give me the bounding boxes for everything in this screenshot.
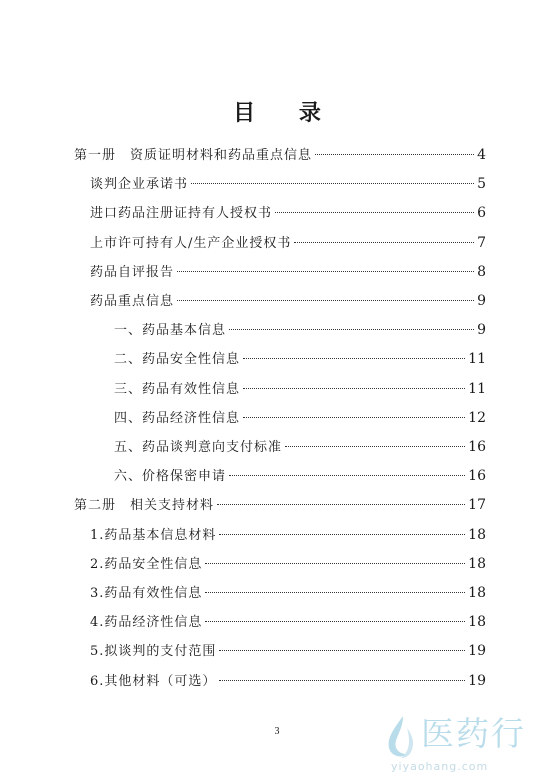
toc-entry-label: 谈判企业承诺书 bbox=[90, 177, 189, 192]
toc-entry[interactable] bbox=[90, 233, 486, 253]
toc-entry[interactable] bbox=[114, 379, 486, 399]
toc-entry-page: 19 bbox=[468, 643, 486, 659]
toc-entry-page: 16 bbox=[468, 439, 486, 455]
toc-entry[interactable] bbox=[114, 349, 486, 369]
toc-entry-page: 12 bbox=[468, 410, 486, 426]
page-title: 目 录 bbox=[233, 101, 339, 126]
toc-leader-dots bbox=[205, 563, 465, 564]
toc-entry-label: 5.拟谈判的支付范围 bbox=[90, 644, 217, 659]
toc-entry-label: 二、药品安全性信息 bbox=[114, 352, 241, 367]
toc-entry-label: 三、药品有效性信息 bbox=[114, 382, 241, 397]
toc-entry-page: 11 bbox=[468, 351, 486, 367]
toc-entry[interactable] bbox=[90, 525, 486, 545]
toc-entry-label: 进口药品注册证持有人授权书 bbox=[90, 206, 273, 221]
toc-entry[interactable] bbox=[90, 291, 486, 311]
toc-entry-page: 9 bbox=[477, 322, 486, 338]
toc-leader-dots bbox=[219, 680, 465, 681]
toc-leader-dots bbox=[205, 621, 465, 622]
toc-leader-dots bbox=[205, 592, 465, 593]
toc-entry-page: 5 bbox=[477, 176, 486, 192]
toc-leader-dots bbox=[243, 358, 465, 359]
toc-entry-page: 18 bbox=[468, 614, 486, 630]
toc-entry-label: 四、药品经济性信息 bbox=[114, 411, 241, 426]
toc-entry-label: 药品自评报告 bbox=[90, 265, 175, 280]
toc-entry-page: 7 bbox=[477, 235, 486, 251]
toc-leader-dots bbox=[315, 154, 474, 155]
toc-leader-dots bbox=[243, 388, 465, 389]
watermark-text: 医药行 bbox=[421, 714, 526, 753]
toc-entry-page: 18 bbox=[468, 556, 486, 572]
toc-entry[interactable] bbox=[90, 671, 486, 691]
toc-leader-dots bbox=[177, 271, 474, 272]
toc-entry-page: 11 bbox=[468, 381, 486, 397]
toc-entry-label: 第二册 相关支持材料 bbox=[74, 498, 215, 513]
toc-entry-page: 4 bbox=[477, 147, 486, 163]
toc-leader-dots bbox=[219, 650, 465, 651]
toc-leader-dots bbox=[177, 300, 474, 301]
toc-leader-dots bbox=[229, 475, 465, 476]
toc-leader-dots bbox=[229, 329, 474, 330]
toc-entry[interactable] bbox=[114, 437, 486, 457]
toc-entry-page: 19 bbox=[468, 673, 486, 689]
toc-entry[interactable] bbox=[74, 145, 486, 165]
toc-entry-page: 9 bbox=[477, 293, 486, 309]
toc-entry-label: 4.药品经济性信息 bbox=[90, 615, 203, 630]
toc-entry-label: 1.药品基本信息材料 bbox=[90, 528, 217, 543]
toc-entry-label: 2.药品安全性信息 bbox=[90, 557, 203, 572]
toc-leader-dots bbox=[294, 242, 474, 243]
toc-leader-dots bbox=[219, 534, 465, 535]
toc-entry[interactable] bbox=[114, 320, 486, 340]
toc-entry-page: 18 bbox=[468, 527, 486, 543]
toc-entry[interactable] bbox=[90, 203, 486, 223]
toc-entry-page: 8 bbox=[477, 264, 486, 280]
toc-leader-dots bbox=[217, 504, 465, 505]
watermark-url: yiyaohang.com bbox=[391, 760, 489, 773]
toc-entry-label: 一、药品基本信息 bbox=[114, 323, 227, 338]
toc-entry[interactable] bbox=[90, 641, 486, 661]
toc-entry[interactable] bbox=[90, 583, 486, 603]
toc-entry[interactable] bbox=[90, 554, 486, 574]
toc-leader-dots bbox=[275, 212, 474, 213]
toc-entry-label: 药品重点信息 bbox=[90, 294, 175, 309]
page-number: 3 bbox=[274, 726, 280, 737]
toc-entry[interactable] bbox=[74, 495, 486, 515]
toc-entry-label: 第一册 资质证明材料和药品重点信息 bbox=[74, 148, 313, 163]
watermark-logo bbox=[383, 712, 548, 778]
toc-entry[interactable] bbox=[114, 466, 486, 486]
toc-entry-page: 18 bbox=[468, 585, 486, 601]
toc-entry-page: 6 bbox=[477, 205, 486, 221]
toc-entry[interactable] bbox=[114, 408, 486, 428]
toc-entry[interactable] bbox=[90, 174, 486, 194]
toc-entry-page: 16 bbox=[468, 468, 486, 484]
toc-entry-label: 3.药品有效性信息 bbox=[90, 586, 203, 601]
toc-entry-label: 五、药品谈判意向支付标准 bbox=[114, 440, 283, 455]
toc-leader-dots bbox=[243, 417, 465, 418]
toc-entry-label: 6.其他材料（可选） bbox=[90, 674, 217, 689]
toc-entry[interactable] bbox=[90, 262, 486, 282]
toc-leader-dots bbox=[285, 446, 465, 447]
drop-logo-icon bbox=[383, 714, 419, 760]
toc-entry-label: 六、价格保密申请 bbox=[114, 469, 227, 484]
toc-entry-label: 上市许可持有人/生产企业授权书 bbox=[90, 236, 292, 251]
toc-leader-dots bbox=[191, 183, 474, 184]
toc-entry-page: 17 bbox=[468, 497, 486, 513]
toc-entry[interactable] bbox=[90, 612, 486, 632]
